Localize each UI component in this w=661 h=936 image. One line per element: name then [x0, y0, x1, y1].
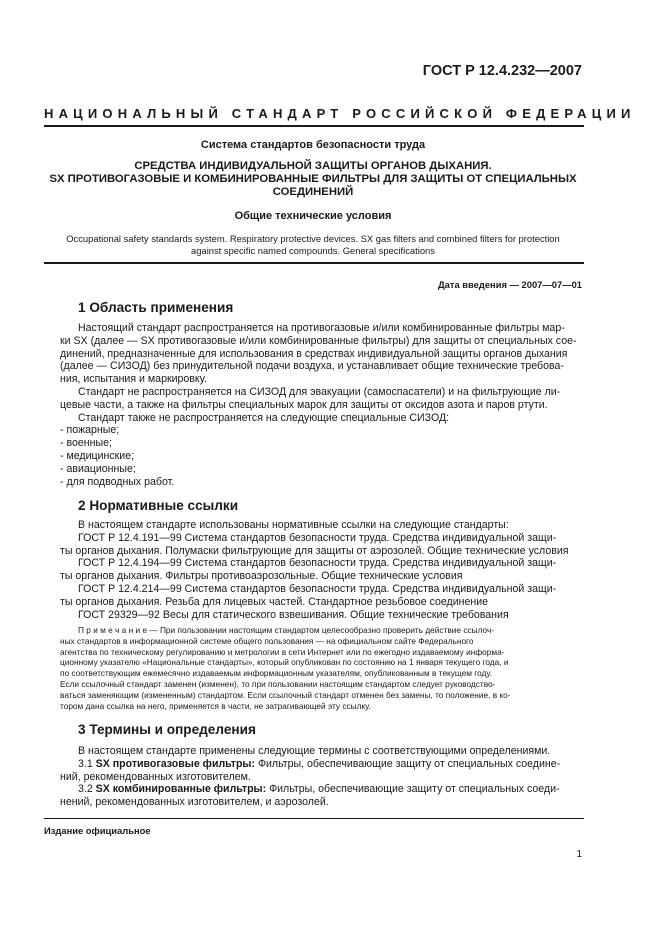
- paragraph-line: ки SX (далее — SX противогазовые и/или комбинированные фильтры) для защиты от специальных сое-: [60, 334, 577, 347]
- paragraph-line: Стандарт также не распространяется на следующие специальные СИЗОД:: [78, 411, 450, 424]
- term-line: [60, 758, 582, 771]
- list-item: - для подводных работ.: [60, 475, 175, 488]
- document-id: ГОСТ Р 12.4.232—2007: [422, 63, 582, 79]
- introduction-date: Дата введения — 2007—07—01: [437, 279, 582, 290]
- reference-line: ГОСТ Р 12.4.214—99 Система стандартов безопасности труда. Средства индивидуальной защи-: [78, 582, 557, 595]
- term-line: нений, рекомендованных изготовителем, и аэрозолей.: [60, 796, 329, 809]
- list-item: - авиационные;: [60, 462, 136, 475]
- reference-line: ГОСТ Р 12.4.194—99 Система стандартов безопасности труда. Средства индивидуальной защи-: [78, 557, 557, 570]
- note-line: ных стандартов в информационной системе общего пользования — на официальном сайте Федерального: [60, 635, 474, 646]
- section-1-heading: 1 Область применения: [78, 300, 234, 315]
- paragraph-line: В настоящем стандарте использованы нормативные ссылки на следующие стандарты:: [78, 519, 509, 531]
- paragraph-line: динений, предназначенные для использования в средствах индивидуальной защиты органов дыхания: [60, 347, 568, 360]
- title-rule: [44, 262, 584, 264]
- section-2-note: [60, 625, 582, 711]
- term-number: 3.1: [78, 757, 96, 770]
- term-definition: Фильтры, обеспечивающие защиту от специальных соеди-: [266, 783, 560, 796]
- section-1-body: [60, 322, 582, 488]
- section-3-body: [60, 745, 582, 809]
- reference-line: ты органов дыхания. Фильтры противоаэрозольные. Общие технические условия: [60, 570, 463, 583]
- note-label: П р и м е ч а н и е —: [78, 625, 158, 635]
- paragraph-line: ния, испытания и маркировку.: [60, 373, 207, 386]
- reference-line: ГОСТ Р 12.4.191—99 Система стандартов безопасности труда. Средства индивидуальной защи-: [78, 531, 557, 544]
- english-line: Occupational safety standards system. Respiratory protective devices. SX gas filters and combined filters for protection: [66, 233, 560, 244]
- note-line: ционному указателю «Национальные стандарты», который опубликован по состоянию на 1 января текущего года, и: [60, 657, 509, 668]
- note-line: по соответствующим ежемесячно издаваемым информационным указателям, опубликованным в текущем году.: [60, 668, 493, 679]
- paragraph-line: Настоящий стандарт распространяется на противогазовые и/или комбинированные фильтры мар-: [78, 322, 565, 334]
- note-line: Если ссылочный стандарт заменен (изменен), то при пользовании настоящим стандартом следует руководство-: [60, 678, 496, 689]
- note-line: [60, 625, 582, 636]
- header-rule: [44, 125, 584, 127]
- page-number: 1: [576, 849, 582, 860]
- paragraph-line: цевые части, а также на фильтры специальных марок для защиты от оксидов азота и паров ртути.: [60, 398, 548, 411]
- term-line: [60, 783, 582, 796]
- term-number: 3.2: [78, 783, 96, 796]
- title-line: СРЕДСТВА ИНДИВИДУАЛЬНОЙ ЗАЩИТЫ ОРГАНОВ ДЫХАНИЯ.: [134, 160, 492, 172]
- english-line: against specific named compounds. General specifications: [191, 245, 435, 256]
- list-item: - медицинские;: [60, 449, 135, 462]
- title-line: СОЕДИНЕНИЙ: [272, 186, 354, 198]
- section-3-heading: 3 Термины и определения: [78, 722, 256, 737]
- paragraph-line: В настоящем стандарте применены следующие термины с соответствующими определениями.: [78, 745, 551, 757]
- paragraph-line: (далее — СИЗОД) без принудительной подачи воздуха, и устанавливает общие технические требова-: [60, 360, 564, 373]
- section-2-heading: 2 Нормативные ссылки: [78, 498, 239, 513]
- title-line: SX ПРОТИВОГАЗОВЫЕ И КОМБИНИРОВАННЫЕ ФИЛЬТРЫ ДЛЯ ЗАЩИТЫ ОТ СПЕЦИАЛЬНЫХ: [49, 173, 577, 185]
- national-standard-banner: НАЦИОНАЛЬНЫЙ СТАНДАРТ РОССИЙСКОЙ ФЕДЕРАЦИИ: [44, 106, 636, 121]
- footer-rule: [44, 818, 584, 819]
- english-title: [44, 233, 582, 257]
- list-item: - пожарные;: [60, 424, 120, 437]
- term-definition: Фильтры, обеспечивающие защиту от специальных соедине-: [255, 757, 561, 770]
- paragraph-line: Стандарт не распространяется на СИЗОД для эвакуации (самоспасатели) и на фильтрующие ли-: [78, 385, 561, 398]
- list-item: - военные;: [60, 437, 112, 450]
- document-title: [44, 160, 582, 199]
- term-name: SX комбинированные фильтры:: [95, 783, 267, 796]
- reference-line: ты органов дыхания. Резьба для лицевых частей. Стандартное резьбовое соединение: [60, 595, 489, 608]
- edition-label: Издание официальное: [44, 825, 151, 836]
- reference-line: ты органов дыхания. Полумаски фильтрующие для защиты от аэрозолей. Общие технические условия: [60, 544, 569, 557]
- term-line: ний, рекомендованных изготовителем.: [60, 770, 251, 783]
- note-line: тором дана ссылка на него, применяется в части, не затрагивающей эту ссылку.: [60, 700, 371, 711]
- note-text: При пользовании настоящим стандартом целесообразно проверить действие ссылоч-: [159, 625, 495, 635]
- reference-line: ГОСТ 29329—92 Весы для статического взвешивания. Общие технические требования: [78, 608, 509, 621]
- note-line: агентства по техническому регулированию и метрологии в сети Интернет или по ежегодно издаваемому информа-: [60, 646, 505, 657]
- note-line: ваться заменяющим (измененным) стандартом. Если ссылочный стандарт отменен без замены, то положение, в ко-: [60, 689, 511, 700]
- system-title: Система стандартов безопасности труда: [200, 139, 426, 151]
- section-2-body: [60, 519, 582, 621]
- document-subtitle: Общие технические условия: [234, 210, 392, 222]
- term-name: SX противогазовые фильтры:: [95, 757, 255, 770]
